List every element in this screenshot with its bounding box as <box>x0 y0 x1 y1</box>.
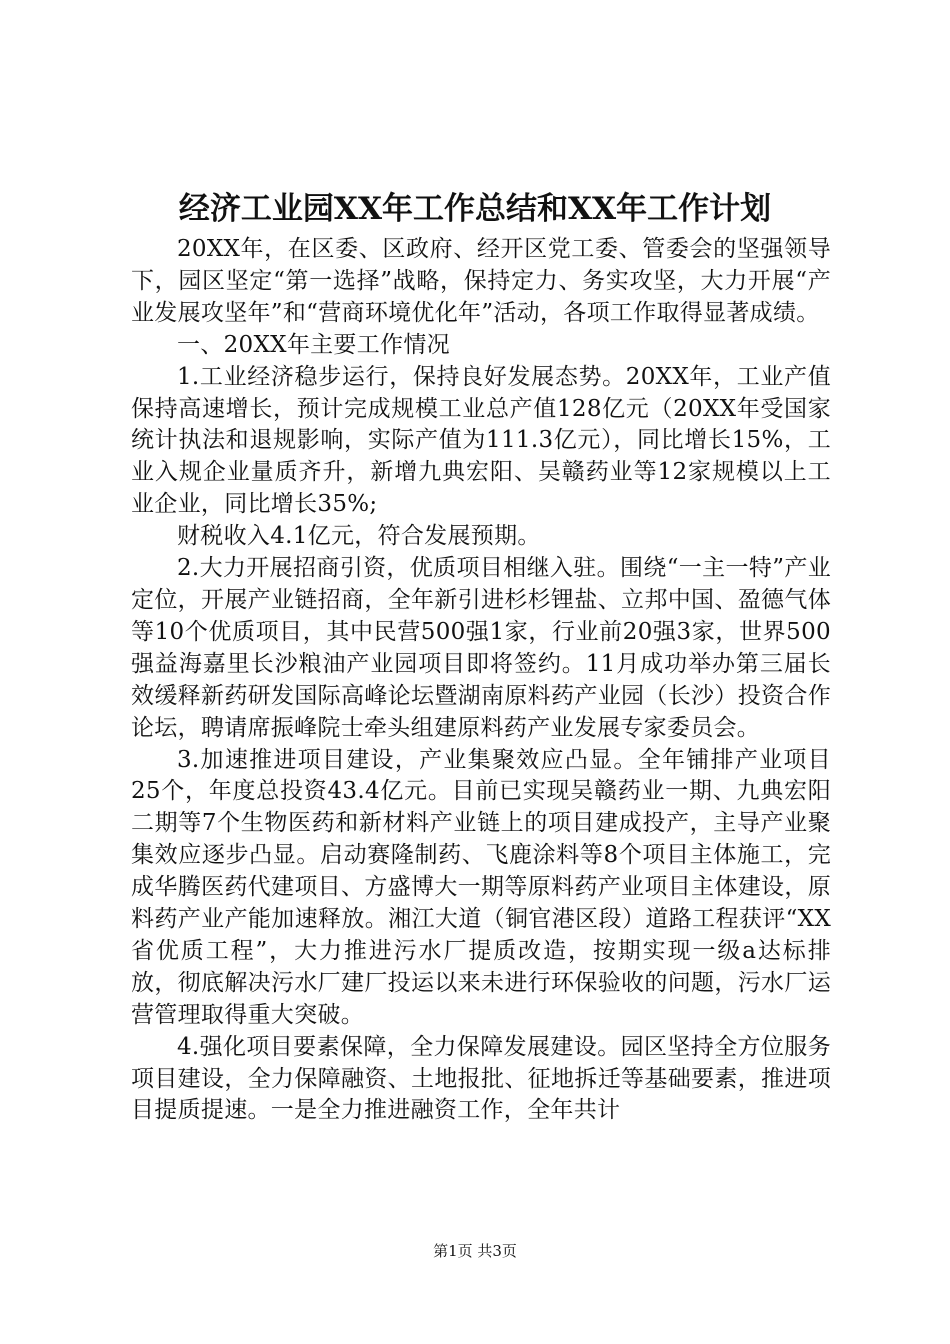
paragraph-project-construction: 3.加速推进项目建设，产业集聚效应凸显。全年铺排产业项目25个，年度总投资43.4亿元。目前已实现吴赣药业一期、九典宏阳二期等7个生物医药和新材料产业链上的项目建成投产，主导产业聚集效应逐步凸显。启动赛隆制药、飞鹿涂料等8个项目主体施工，完成华腾医药代建项目、方盛博大一期等原料药产业项目主体建设，原料药产业产能加速释放。湘江大道（铜官港区段）道路工程获评“XX省优质工程”，大力推进污水厂提质改造，按期实现一级a达标排放，彻底解决污水厂建厂投运以来未进行环保验收的问题，污水厂运营管理取得重大突破。 <box>131 746 831 1028</box>
document-title: 经济工业园XX年工作总结和XX年工作计划 <box>178 191 772 227</box>
intro-paragraph: 20XX年，在区委、区政府、经开区党工委、管委会的坚强领导下，园区坚定“第一选择”战略，保持定力、务实攻坚，大力开展“产业发展攻坚年”和“营商环境优化年”活动，各项工作取得显著成绩。 <box>131 236 831 326</box>
document-body <box>131 234 831 1127</box>
paragraph-project-support: 4.强化项目要素保障，全力保障发展建设。园区坚持全方位服务项目建设，全力保障融资、土地报批、征地拆迁等基础要素，推进项目提质提速。一是全力推进融资工作，全年共计 <box>131 1033 831 1124</box>
paragraph-industrial-economy: 1.工业经济稳步运行，保持良好发展态势。20XX年，工业产值保持高速增长，预计完成规模工业总产值128亿元（20XX年受国家统计执法和退规影响，实际产值为111.3亿元），同比增长15%，工业入规企业量质齐升，新增九典宏阳、吴赣药业等12家规模以上工业企业，同比增长35%; <box>131 363 831 518</box>
paragraph-tax-revenue: 财税收入4.1亿元，符合发展预期。 <box>177 523 541 550</box>
section-heading: 一、20XX年主要工作情况 <box>177 331 450 358</box>
paragraph-investment: 2.大力开展招商引资，优质项目相继入驻。围绕“一主一特”产业定位，开展产业链招商，全年新引进杉杉锂盐、立邦中国、盈德气体等10个优质项目，其中民营500强1家，行业前20强3家，世界500强益海嘉里长沙粮油产业园项目即将签约。11月成功举办第三届长效缓释新药研发国际高峰论坛暨湖南原料药产业园（长沙）投资合作论坛，聘请席振峰院士牵头组建原料药产业发展专家委员会。 <box>131 555 831 741</box>
page-footer: 第1页 共3页 <box>433 1242 517 1260</box>
